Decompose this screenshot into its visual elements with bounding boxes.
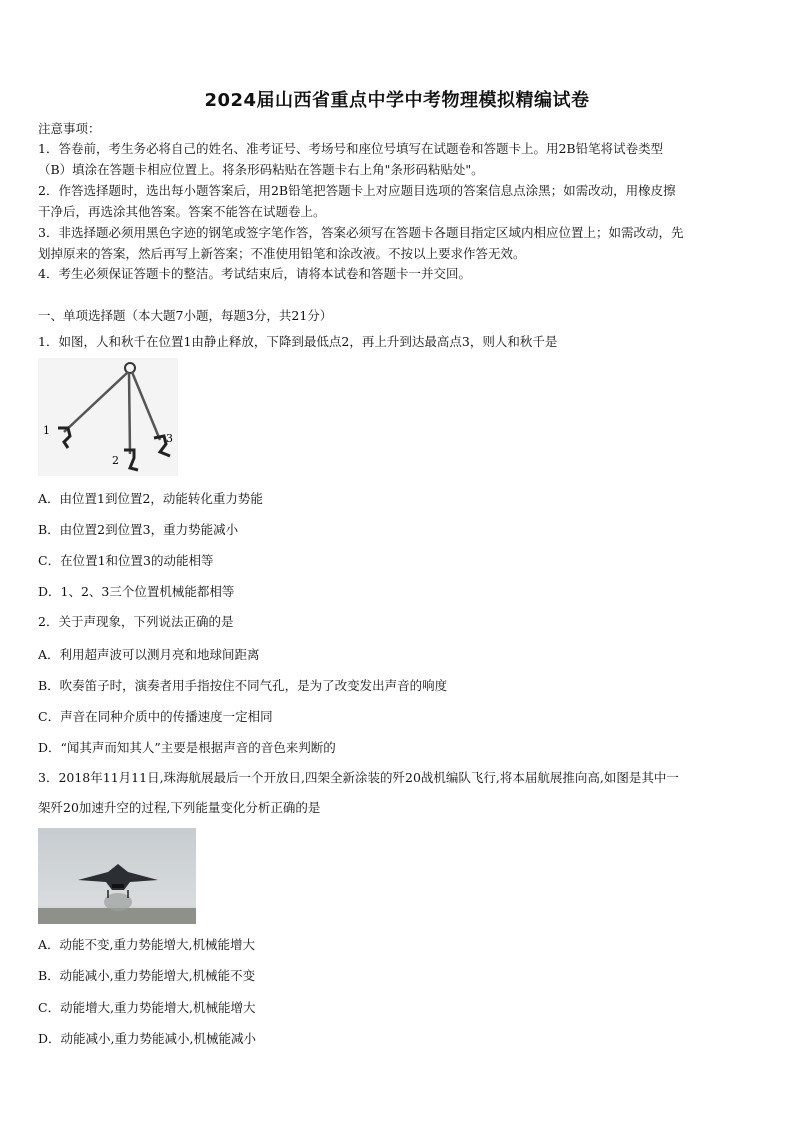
fighter-jet-photo — [38, 828, 196, 924]
q1-option-a[interactable]: A．由位置1到位置2，动能转化重力势能 — [38, 491, 263, 506]
notice-line-7: 4．考生必须保证答题卡的整洁。考试结束后，请将本试卷和答题卡一并交回。 — [38, 266, 471, 281]
notice-line-5: 3．非选择题必须用黑色字迹的钢笔或签字笔作答，答案必须写在答题卡各题目指定区域内相应位置上；如需改动，先 — [38, 225, 684, 240]
q3-option-d[interactable]: D．动能减小,重力势能减小,机械能减小 — [38, 1031, 256, 1046]
question-2-stem: 2．关于声现象，下列说法正确的是 — [38, 614, 234, 629]
question-1-stem: 1．如图，人和秋千在位置1由静止释放，下降到最低点2，再上升到达最高点3，则人和秋千是 — [38, 334, 558, 349]
swing-figure — [38, 358, 178, 476]
swing-label-3: 3 — [166, 432, 173, 445]
section-heading: 一、单项选择题（本大题7小题，每题3分，共21分） — [38, 308, 333, 323]
swing-label-2: 2 — [112, 454, 119, 467]
q3-option-a[interactable]: A．动能不变,重力势能增大,机械能增大 — [38, 937, 255, 952]
q3-option-c[interactable]: C．动能增大,重力势能增大,机械能增大 — [38, 1000, 256, 1015]
q1-option-d[interactable]: D．1、2、3三个位置机械能都相等 — [38, 584, 235, 599]
question-3-stem-line-1: 3．2018年11月11日,珠海航展最后一个开放日,四架全新涂装的歼20战机编队飞行,将本届航展推向高,如图是其中一 — [38, 770, 679, 785]
q2-option-b[interactable]: B．吹奏笛子时，演奏者用手指按住不同气孔，是为了改变发出声音的响度 — [38, 678, 448, 693]
notice-line-4: 干净后，再选涂其他答案。答案不能答在试题卷上。 — [38, 204, 326, 219]
notice-line-3: 2．作答选择题时，选出每小题答案后，用2B铅笔把答题卡上对应题目选项的答案信息点涂黑；如需改动，用橡皮擦 — [38, 183, 676, 198]
q3-option-b[interactable]: B．动能减小,重力势能增大,机械能不变 — [38, 968, 256, 983]
q1-option-c[interactable]: C．在位置1和位置3的动能相等 — [38, 553, 214, 568]
notice-line-2: （B）填涂在答题卡相应位置上。将条形码粘贴在答题卡右上角"条形码粘贴处"。 — [38, 162, 484, 177]
notice-line-1: 1．答卷前，考生务必将自己的姓名、准考证号、考场号和座位号填写在试题卷和答题卡上。用2B铅笔将试卷类型 — [38, 141, 664, 156]
q2-option-a[interactable]: A．利用超声波可以测月亮和地球间距离 — [38, 647, 260, 662]
exam-title: 2024届山西省重点中学中考物理模拟精编试卷 — [204, 90, 590, 111]
notice-heading: 注意事项： — [38, 121, 101, 136]
swing-label-1: 1 — [43, 424, 50, 437]
q2-option-c[interactable]: C．声音在同种介质中的传播速度一定相同 — [38, 709, 273, 724]
q1-option-b[interactable]: B．由位置2到位置3，重力势能减小 — [38, 522, 239, 537]
q2-option-d[interactable]: D．“闻其声而知其人”主要是根据声音的音色来判断的 — [38, 740, 336, 755]
notice-line-6: 划掉原来的答案，然后再写上新答案；不准使用铅笔和涂改液。不按以上要求作答无效。 — [38, 246, 526, 261]
question-3-stem-line-2: 架歼20加速升空的过程,下列能量变化分析正确的是 — [38, 800, 321, 815]
